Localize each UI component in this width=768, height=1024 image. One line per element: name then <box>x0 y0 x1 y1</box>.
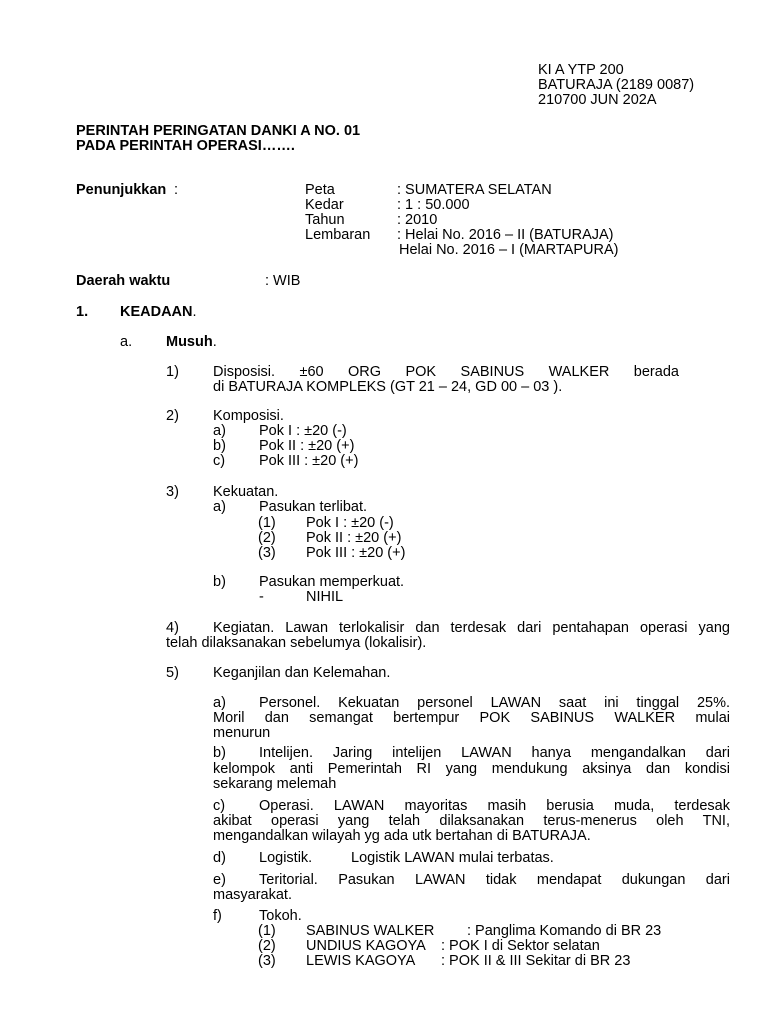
tokoh-key-2: (2) <box>258 938 276 954</box>
kekuatan-a-key-2: (2) <box>258 530 276 546</box>
kekuatan-a-value-3: Pok III : ±20 (+) <box>306 545 406 561</box>
tokoh-name-2: UNDIUS KAGOYA <box>306 938 426 954</box>
kekuatan-b-value: NIHIL <box>306 589 344 605</box>
kekuatan-a-letter: a) <box>213 499 226 515</box>
daerah-waktu-value: : WIB <box>265 273 301 289</box>
disposisi-line2: di BATURAJA KOMPLEKS (GT 21 – 24, GD 00 – 03 ). <box>213 379 563 395</box>
kekuatan-title: Kekuatan. <box>213 484 279 500</box>
komposisi-key-a: a) <box>213 423 226 439</box>
tokoh-name-1: SABINUS WALKER <box>306 923 435 939</box>
kekuatan-a-value-2: Pok II : ±20 (+) <box>306 530 402 546</box>
keganjilan-title: Keganjilan dan Kelemahan. <box>213 665 391 681</box>
operasi-letter: c) <box>213 798 226 814</box>
kekuatan-a-key-1: (1) <box>258 515 276 531</box>
komposisi-value-c: Pok III : ±20 (+) <box>259 453 359 469</box>
disposisi-number: 1) <box>166 364 179 380</box>
penunjukkan-colon: : <box>174 182 179 198</box>
kekuatan-number: 3) <box>166 484 179 500</box>
musuh-title: Musuh. <box>166 334 217 350</box>
peta-key: Peta <box>305 182 335 198</box>
lembaran-value: : Helai No. 2016 – II (BATURAJA) <box>397 227 614 243</box>
kekuatan-a-value-1: Pok I : ±20 (-) <box>306 515 394 531</box>
personel-line2: Moril dan semangat bertempur POK SABINUS WALKER mulai <box>213 710 730 726</box>
operasi-line1: Operasi. LAWAN mayoritas masih berusia muda, terdesak <box>259 798 730 814</box>
keganjilan-number: 5) <box>166 665 179 681</box>
header-location: BATURAJA (2189 0087) <box>538 77 695 93</box>
komposisi-key-c: c) <box>213 453 226 469</box>
kekuatan-a-title: Pasukan terlibat. <box>259 499 368 515</box>
intelijen-line1: Intelijen. Jaring intelijen LAWAN hanya mengandalkan dari <box>259 745 730 761</box>
teritorial-line1: Teritorial. Pasukan LAWAN tidak mendapat dukungan dari <box>259 872 730 888</box>
section-title: KEADAAN. <box>120 304 197 320</box>
tahun-key: Tahun <box>305 212 345 228</box>
teritorial-letter: e) <box>213 872 226 888</box>
lembaran-extra: Helai No. 2016 – I (MARTAPURA) <box>399 242 619 258</box>
logistik-letter: d) <box>213 850 226 866</box>
daerah-waktu-label: Daerah waktu <box>76 273 171 289</box>
kekuatan-b-title: Pasukan memperkuat. <box>259 574 405 590</box>
tokoh-role-3: : POK II & III Sekitar di BR 23 <box>441 953 631 969</box>
tahun-value: : 2010 <box>397 212 438 228</box>
tokoh-title: Tokoh. <box>259 908 302 924</box>
tokoh-key-3: (3) <box>258 953 276 969</box>
kedar-key: Kedar <box>305 197 344 213</box>
intelijen-line2: kelompok anti Pemerintah RI yang mendukung aksinya dan kondisi <box>213 761 730 777</box>
peta-value: : SUMATERA SELATAN <box>397 182 552 198</box>
operasi-line2: akibat operasi yang telah dilaksanakan terus-menerus oleh TNI, <box>213 813 730 829</box>
komposisi-number: 2) <box>166 408 179 424</box>
kekuatan-b-letter: b) <box>213 574 226 590</box>
kegiatan-line1: Kegiatan. Lawan terlokalisir dan terdesak dari pentahapan operasi yang <box>213 620 730 636</box>
kegiatan-line2: telah dilaksanakan sebelumya (lokalisir). <box>166 635 427 651</box>
tokoh-role-2: : POK I di Sektor selatan <box>441 938 600 954</box>
tokoh-role-1: : Panglima Komando di BR 23 <box>467 923 662 939</box>
logistik-text: Logistik LAWAN mulai terbatas. <box>351 850 554 866</box>
intelijen-line3: sekarang melemah <box>213 776 337 792</box>
intelijen-letter: b) <box>213 745 226 761</box>
tokoh-name-3: LEWIS KAGOYA <box>306 953 416 969</box>
teritorial-line2: masyarakat. <box>213 887 292 903</box>
kegiatan-number: 4) <box>166 620 179 636</box>
komposisi-key-b: b) <box>213 438 226 454</box>
header-datetime: 210700 JUN 202A <box>538 92 657 108</box>
kekuatan-a-key-3: (3) <box>258 545 276 561</box>
tokoh-key-1: (1) <box>258 923 276 939</box>
personel-line3: menurun <box>213 725 271 741</box>
kekuatan-b-dash: - <box>259 589 264 605</box>
personel-letter: a) <box>213 695 226 711</box>
personel-line1: Personel. Kekuatan personel LAWAN saat ini tinggal 25%. <box>259 695 730 711</box>
disposisi-line1: Disposisi. ±60 ORG POK SABINUS WALKER berada <box>213 364 679 380</box>
lembaran-key: Lembaran <box>305 227 371 243</box>
kedar-value: : 1 : 50.000 <box>397 197 470 213</box>
header-code: KI A YTP 200 <box>538 62 624 78</box>
logistik-label: Logistik. <box>259 850 313 866</box>
tokoh-letter: f) <box>213 908 222 924</box>
document-title: PERINTAH PERINGATAN DANKI A NO. 01 <box>76 123 361 139</box>
section-number: 1. <box>76 304 89 320</box>
komposisi-title: Komposisi. <box>213 408 284 424</box>
komposisi-value-b: Pok II : ±20 (+) <box>259 438 355 454</box>
operasi-line3: mengandalkan wilayah yg ada utk bertahan di BATURAJA. <box>213 828 591 844</box>
document-subtitle: PADA PERINTAH OPERASI……. <box>76 138 295 154</box>
penunjukkan-label: Penunjukkan <box>76 182 167 198</box>
musuh-letter: a. <box>120 334 133 350</box>
komposisi-value-a: Pok I : ±20 (-) <box>259 423 347 439</box>
